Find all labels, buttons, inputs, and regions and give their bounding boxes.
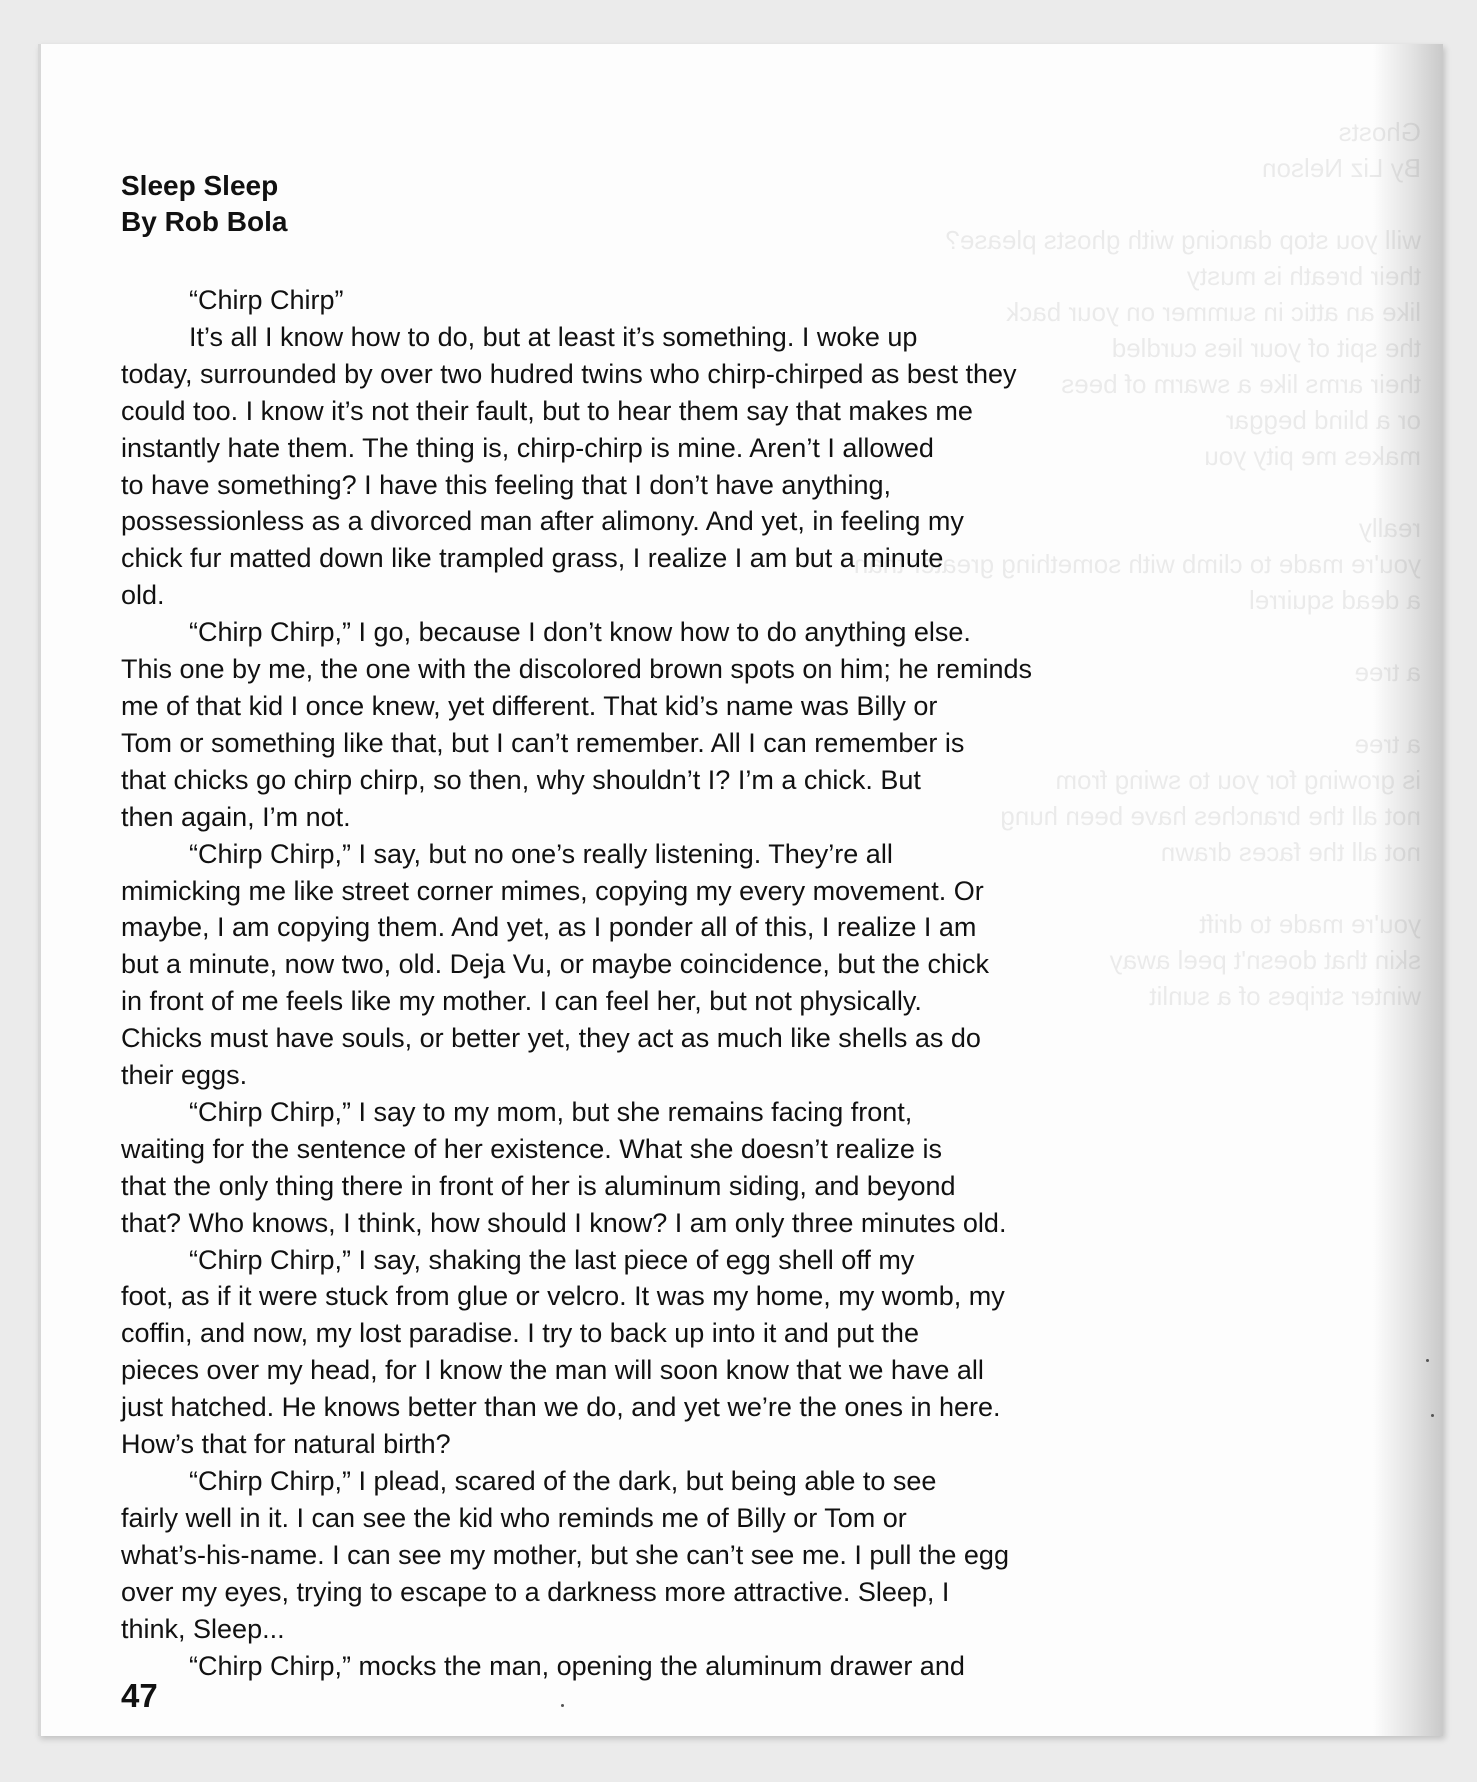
text-line: This one by me, the one with the discolored brown spots on him; he reminds — [121, 654, 1032, 685]
text-line: waiting for the sentence of her existence. What she doesn’t realize is — [121, 1133, 942, 1164]
text-line: to have something? I have this feeling that I don’t have anything, — [121, 469, 892, 500]
text-line: “Chirp Chirp,” I say, but no one’s really listening. They’re all — [189, 838, 893, 869]
text-line: fairly well in it. I can see the kid who reminds me of Billy or Tom or — [121, 1502, 907, 1533]
text-line: coffin, and now, my lost paradise. I try to back up into it and put the — [121, 1318, 919, 1349]
text-line: “Chirp Chirp,” I plead, scared of the dark, but being able to see — [189, 1466, 937, 1496]
title-text: Sleep Sleep — [121, 170, 279, 201]
text-line: in front of me feels like my mother. I can feel her, but not physically. — [121, 986, 922, 1017]
page-number: 47 — [121, 1677, 158, 1714]
text-line: pieces over my head, for I know the man will soon know that we have all — [121, 1355, 984, 1386]
text-line: that? Who knows, I think, how should I know? I am only three minutes old. — [121, 1207, 1007, 1238]
text-line: “Chirp Chirp,” mocks the man, opening the aluminum drawer and — [189, 1650, 965, 1681]
book-page — [38, 44, 1443, 1736]
text-line: chick fur matted down like trampled grass, I realize I am but a minute — [121, 543, 944, 574]
print-speck — [561, 1704, 564, 1707]
text-line: that the only thing there in front of her is aluminum siding, and beyond — [121, 1170, 956, 1201]
text-line: foot, as if it were stuck from glue or velcro. It was my home, my womb, my — [121, 1281, 1005, 1312]
text-line: think, Sleep... — [121, 1613, 285, 1644]
text-line: old. — [121, 580, 165, 611]
text-line: How’s that for natural birth? — [121, 1429, 451, 1460]
text-line: “Chirp Chirp,” I say to my mom, but she remains facing front, — [189, 1096, 913, 1127]
text-line: me of that kid I once knew, yet different. That kid’s name was Billy or — [121, 690, 938, 721]
text-line: that chicks go chirp chirp, so then, why shouldn’t I? I’m a chick. But — [121, 764, 921, 795]
page-gutter-shadow — [1373, 44, 1443, 1736]
text-line: just hatched. He knows better than we do, and yet we’re the ones in here. — [121, 1392, 1001, 1423]
text-line: mimicking me like street corner mimes, copying my every movement. Or — [121, 875, 984, 906]
text-line: “Chirp Chirp,” I say, shaking the last piece of egg shell off my — [189, 1244, 915, 1275]
text-line: could too. I know it’s not their fault, but to hear them say that makes me — [121, 395, 973, 426]
text-line: their eggs. — [121, 1060, 248, 1091]
text-line: over my eyes, trying to escape to a darkness more attractive. Sleep, I — [121, 1576, 950, 1607]
show-through-text: Liz Nelson you stop dancing with ghosts please? breath is musty an attic in summer on your back spit of your lies curdled arms like a swarm of bees blind beggar me pity you made to climb with something greater than dead squirrel growing for you to swing from all the branches have been hung all the faces drawn made to drift that doesn't peel away stripes of a sunlit — [853, 153, 1400, 1011]
print-speck — [1426, 1359, 1429, 1362]
text-line: then again, I’m not. — [121, 801, 351, 832]
author-byline: By Rob Bola — [121, 206, 288, 237]
text-line: but a minute, now two, old. Deja Vu, or maybe coincidence, but the chick — [121, 949, 989, 980]
text-line: “Chirp Chirp,” I go, because I don’t know how to do anything else. — [189, 617, 971, 648]
text-line: instantly hate them. The thing is, chirp-chirp is mine. Aren’t I allowed — [121, 432, 934, 463]
text-line: It’s all I know how to do, but at least it’s something. I woke up — [189, 321, 918, 352]
story-title — [121, 168, 287, 240]
text-line: possessionless as a divorced man after alimony. And yet, in feeling my — [121, 506, 964, 537]
text-line: Tom or something like that, but I can’t remember. All I can remember is — [121, 727, 965, 758]
text-line: “Chirp Chirp” — [189, 285, 344, 315]
text-line: maybe, I am copying them. And yet, as I ponder all of this, I realize I am — [121, 912, 977, 943]
text-line: Chicks must have souls, or better yet, they act as much like shells as do — [121, 1023, 981, 1054]
print-speck — [1431, 1414, 1434, 1417]
story-body — [121, 282, 1241, 1684]
text-line: what’s-his-name. I can see my mother, but she can’t see me. I pull the egg — [121, 1539, 1009, 1570]
text-line: today, surrounded by over two hudred twins who chirp-chirped as best they — [121, 358, 1017, 389]
